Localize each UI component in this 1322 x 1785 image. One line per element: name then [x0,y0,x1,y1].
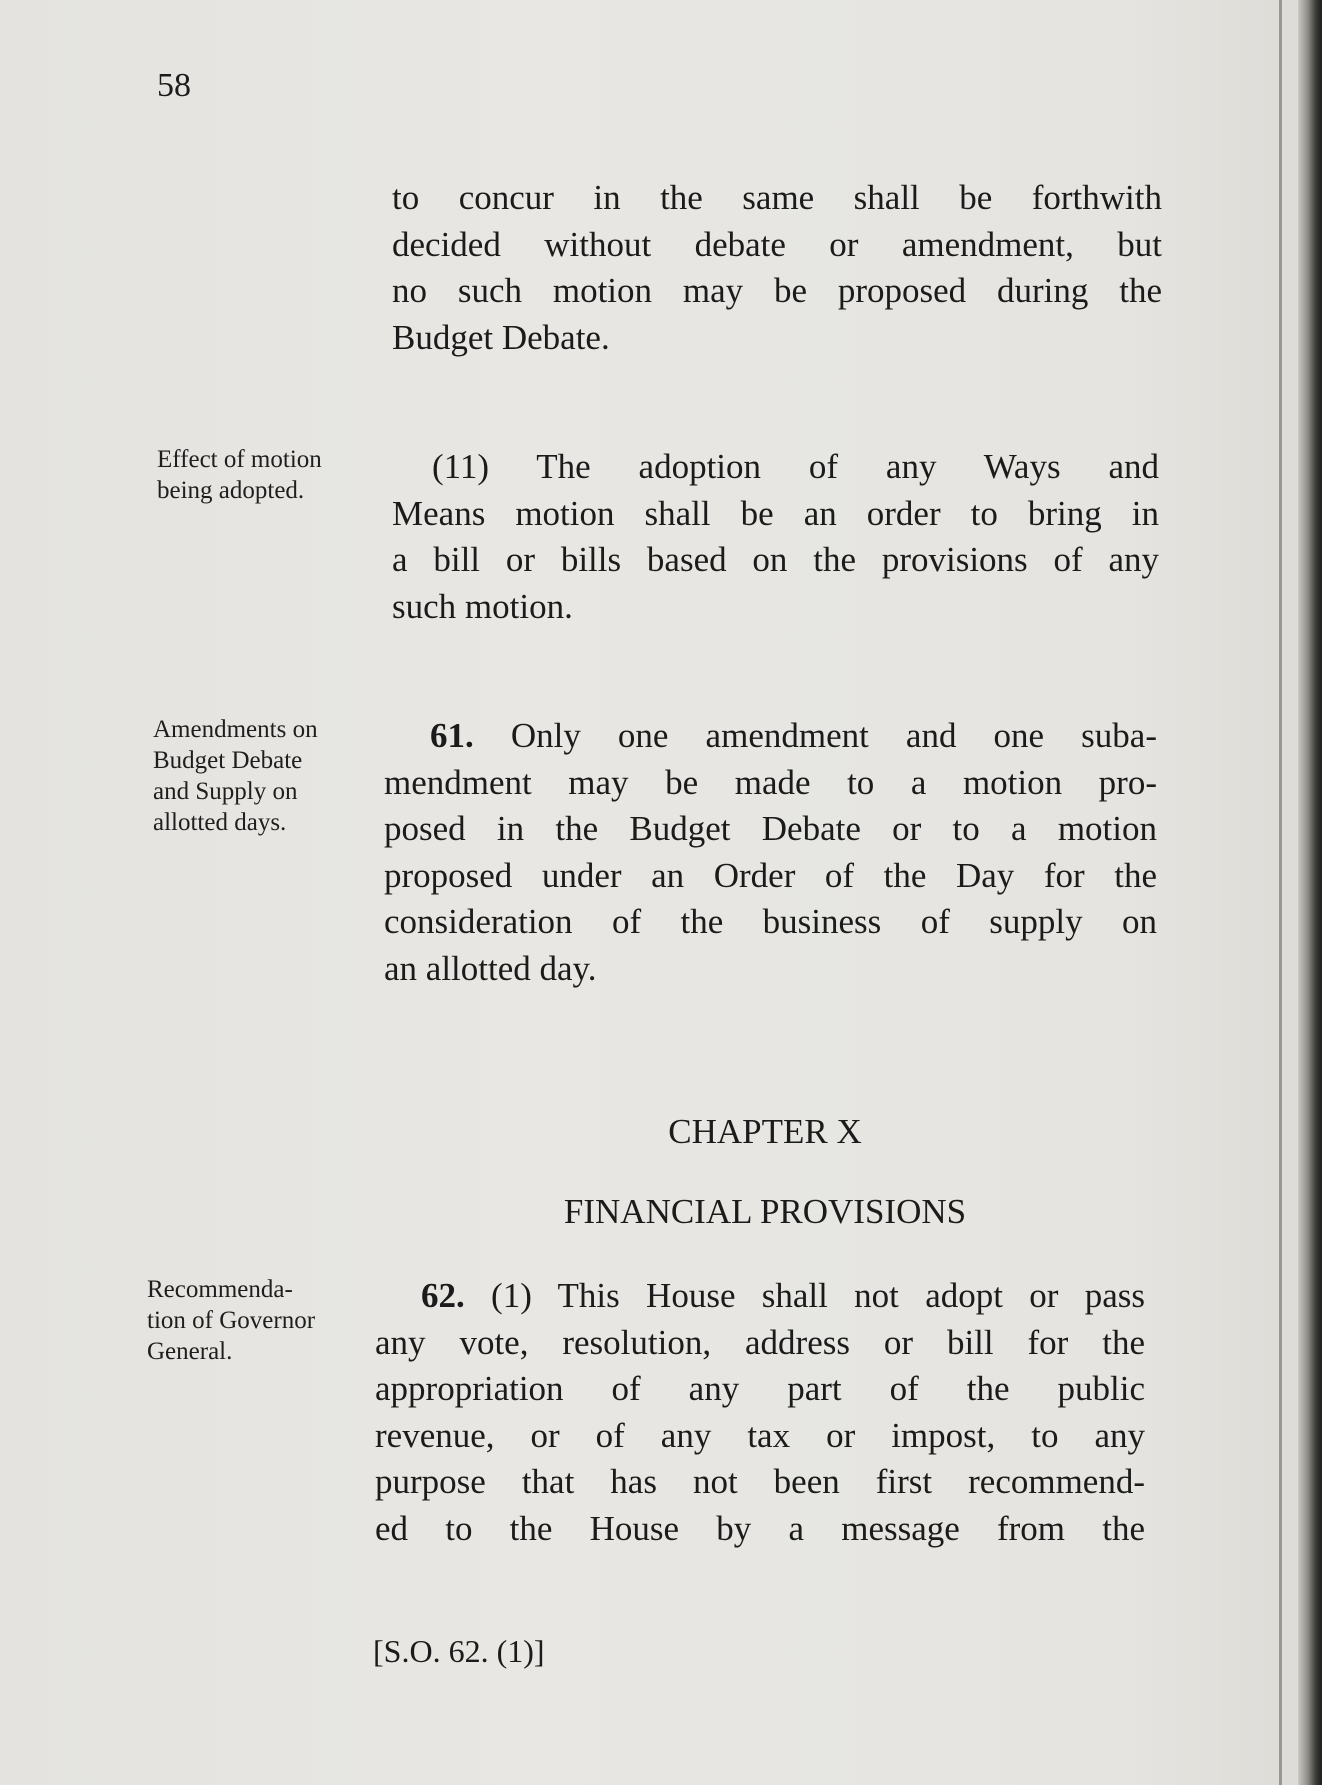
text-line: decided without debate or amendment, but [392,224,1162,264]
margin-note-line: tion of Governor [147,1307,316,1334]
margin-note-line: Effect of motion [157,446,322,473]
text-line: appropriation of any part of the public [375,1369,1145,1408]
margin-note-line: Amendments on [153,716,318,743]
text-line [384,713,1157,760]
text-line: an allotted day. [384,948,597,988]
text-line: proposed under an Order of the Day for the [384,855,1157,895]
text-line: revenue, or of any tax or impost, to any [375,1415,1145,1455]
margin-note-recommendation-governor-general [147,1274,362,1367]
text-line: Budget Debate. [392,317,610,357]
chapter-subtitle: FINANCIAL PROVISIONS [563,1192,967,1231]
chapter-title: CHAPTER X [668,1112,862,1151]
page-gutter-line [1279,0,1282,1785]
standing-order-61 [384,713,1157,992]
margin-note-line: and Supply on [153,778,298,805]
text-line: (11) The adoption of any Ways and [432,447,1159,486]
text-line: ed to the House by a message from the [375,1508,1145,1548]
text-line-content: Only one amendment and one suba- [473,716,1157,755]
text-line: consideration of the business of supply on [384,902,1157,941]
margin-note-line: allotted days. [153,809,287,836]
margin-note-line: General. [147,1338,233,1365]
text-line: purpose that has not been first recommend- [375,1462,1145,1501]
continued-paragraph [392,175,1162,361]
margin-note-line: being adopted. [157,477,305,504]
standing-order-number: 61. [430,716,474,755]
text-line: any vote, resolution, address or bill for the [375,1322,1145,1362]
paragraph-11 [392,444,1159,630]
page-number: 58 [157,67,191,104]
margin-note-line: Budget Debate [153,747,303,774]
text-line: a bill or bills based on the provisions of any [392,540,1159,579]
text-line: Means motion shall be an order to bring in [392,493,1159,533]
standing-order-62 [375,1273,1145,1552]
text-line [375,1273,1145,1320]
text-line: such motion. [392,586,573,626]
margin-note-line: Recommenda- [147,1276,293,1303]
book-spine-shadow [1298,0,1322,1785]
standing-order-reference-footer: [S.O. 62. (1)] [373,1633,545,1669]
text-line: no such motion may be proposed during the [392,271,1162,310]
margin-note-amendments-on-budget-debate [153,714,368,838]
standing-order-number: 62. [421,1276,465,1315]
text-line: to concur in the same shall be forthwith [392,178,1162,217]
margin-note-effect-of-motion [157,444,372,506]
text-line: posed in the Budget Debate or to a motion [384,809,1157,848]
text-line-content: (1) This House shall not adopt or pass [464,1276,1145,1315]
text-line: mendment may be made to a motion pro- [384,762,1157,802]
